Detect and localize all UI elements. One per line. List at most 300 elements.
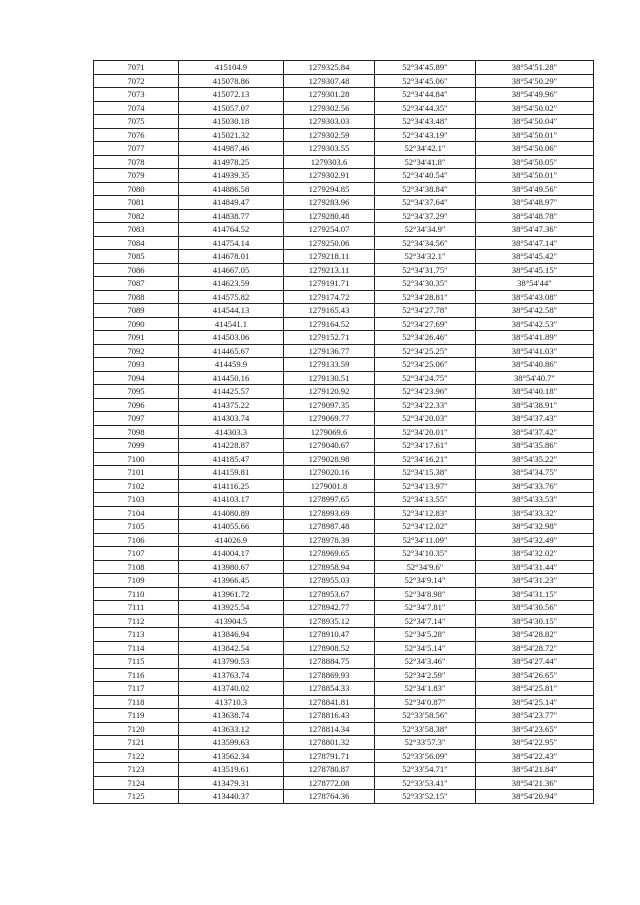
latitude-cell: 52°34′25.06″ [375, 358, 476, 372]
latitude-cell: 52°34′41.8″ [375, 155, 476, 169]
longitude-cell: 38°54′48.97″ [476, 196, 594, 210]
longitude-cell: 38°54′31.15″ [476, 587, 594, 601]
x-coordinate-cell: 414503.06 [179, 331, 284, 345]
table-row [94, 493, 594, 507]
longitude-cell: 38°54′32.49″ [476, 533, 594, 547]
longitude-cell: 38°54′30.15″ [476, 614, 594, 628]
table-row [94, 209, 594, 223]
longitude-cell: 38°54′50.04″ [476, 115, 594, 129]
longitude-cell: 38°54′35.22″ [476, 452, 594, 466]
latitude-cell: 52°34′20.03″ [375, 412, 476, 426]
point-number-cell: 7090 [94, 317, 179, 331]
latitude-cell: 52°34′2.59″ [375, 668, 476, 682]
x-coordinate-cell: 413961.72 [179, 587, 284, 601]
latitude-cell: 52°33′58.38″ [375, 722, 476, 736]
table-row [94, 614, 594, 628]
x-coordinate-cell: 415072.13 [179, 88, 284, 102]
table-row [94, 749, 594, 763]
table-row [94, 695, 594, 709]
latitude-cell: 52°34′8.98″ [375, 587, 476, 601]
y-coordinate-cell: 1278816.43 [284, 709, 375, 723]
y-coordinate-cell: 1278958.94 [284, 560, 375, 574]
table-row [94, 196, 594, 210]
y-coordinate-cell: 1278854.33 [284, 682, 375, 696]
table-row [94, 412, 594, 426]
latitude-cell: 52°34′26.46″ [375, 331, 476, 345]
y-coordinate-cell: 1279133.59 [284, 358, 375, 372]
y-coordinate-cell: 1279302.91 [284, 169, 375, 183]
x-coordinate-cell: 413479.31 [179, 776, 284, 790]
x-coordinate-cell: 414678.01 [179, 250, 284, 264]
y-coordinate-cell: 1279307.48 [284, 74, 375, 88]
y-coordinate-cell: 1278841.81 [284, 695, 375, 709]
point-number-cell: 7099 [94, 439, 179, 453]
x-coordinate-cell: 414450.16 [179, 371, 284, 385]
x-coordinate-cell: 413846.94 [179, 628, 284, 642]
point-number-cell: 7114 [94, 641, 179, 655]
x-coordinate-cell: 415057.07 [179, 101, 284, 115]
point-number-cell: 7074 [94, 101, 179, 115]
longitude-cell: 38°54′23.65″ [476, 722, 594, 736]
latitude-cell: 52°34′44.35″ [375, 101, 476, 115]
x-coordinate-cell: 413440.37 [179, 790, 284, 804]
latitude-cell: 52°34′37.29″ [375, 209, 476, 223]
y-coordinate-cell: 1279069.77 [284, 412, 375, 426]
table-row [94, 479, 594, 493]
point-number-cell: 7071 [94, 61, 179, 75]
table-row [94, 331, 594, 345]
y-coordinate-cell: 1278814.34 [284, 722, 375, 736]
y-coordinate-cell: 1278764.36 [284, 790, 375, 804]
point-number-cell: 7106 [94, 533, 179, 547]
longitude-cell: 38°54′22.95″ [476, 736, 594, 750]
longitude-cell: 38°54′41.03″ [476, 344, 594, 358]
longitude-cell: 38°54′45.15″ [476, 263, 594, 277]
point-number-cell: 7111 [94, 601, 179, 615]
y-coordinate-cell: 1279254.07 [284, 223, 375, 237]
longitude-cell: 38°54′47.14″ [476, 236, 594, 250]
point-number-cell: 7080 [94, 182, 179, 196]
table-row [94, 776, 594, 790]
table-row [94, 142, 594, 156]
x-coordinate-cell: 414055.66 [179, 520, 284, 534]
latitude-cell: 52°34′43.19″ [375, 128, 476, 142]
latitude-cell: 52°34′12.02″ [375, 520, 476, 534]
x-coordinate-cell: 414303.74 [179, 412, 284, 426]
longitude-cell: 38°54′20.94″ [476, 790, 594, 804]
longitude-cell: 38°54′23.77″ [476, 709, 594, 723]
latitude-cell: 52°34′31.75″ [375, 263, 476, 277]
longitude-cell: 38°54′37.42″ [476, 425, 594, 439]
x-coordinate-cell: 414939.35 [179, 169, 284, 183]
point-number-cell: 7079 [94, 169, 179, 183]
longitude-cell: 38°54′40.86″ [476, 358, 594, 372]
point-number-cell: 7076 [94, 128, 179, 142]
longitude-cell: 38°54′34.75″ [476, 466, 594, 480]
table-row [94, 763, 594, 777]
x-coordinate-cell: 414623.59 [179, 277, 284, 291]
x-coordinate-cell: 413740.02 [179, 682, 284, 696]
point-number-cell: 7078 [94, 155, 179, 169]
table-row [94, 61, 594, 75]
latitude-cell: 52°34′10.35″ [375, 547, 476, 561]
table-row [94, 682, 594, 696]
table-row [94, 371, 594, 385]
table-row [94, 398, 594, 412]
x-coordinate-cell: 414375.22 [179, 398, 284, 412]
latitude-cell: 52°34′28.81″ [375, 290, 476, 304]
y-coordinate-cell: 1279069.6 [284, 425, 375, 439]
x-coordinate-cell: 414159.81 [179, 466, 284, 480]
point-number-cell: 7122 [94, 749, 179, 763]
y-coordinate-cell: 1279020.16 [284, 466, 375, 480]
latitude-cell: 52°34′30.35″ [375, 277, 476, 291]
longitude-cell: 38°54′21.84″ [476, 763, 594, 777]
latitude-cell: 52°34′9.6″ [375, 560, 476, 574]
latitude-cell: 52°33′53.41″ [375, 776, 476, 790]
latitude-cell: 52°34′13.55″ [375, 493, 476, 507]
latitude-cell: 52°33′57.3″ [375, 736, 476, 750]
x-coordinate-cell: 414080.89 [179, 506, 284, 520]
latitude-cell: 52°34′34.56″ [375, 236, 476, 250]
point-number-cell: 7073 [94, 88, 179, 102]
x-coordinate-cell: 413599.63 [179, 736, 284, 750]
table-row [94, 101, 594, 115]
table-row [94, 236, 594, 250]
latitude-cell: 52°34′7.81″ [375, 601, 476, 615]
x-coordinate-cell: 414987.46 [179, 142, 284, 156]
point-number-cell: 7108 [94, 560, 179, 574]
table-row [94, 722, 594, 736]
x-coordinate-cell: 415078.86 [179, 74, 284, 88]
longitude-cell: 38°54′25.14″ [476, 695, 594, 709]
longitude-cell: 38°54′50.02″ [476, 101, 594, 115]
table-row [94, 533, 594, 547]
x-coordinate-cell: 414575.82 [179, 290, 284, 304]
latitude-cell: 52°34′13.97″ [375, 479, 476, 493]
latitude-cell: 52°34′34.9″ [375, 223, 476, 237]
x-coordinate-cell: 413925.54 [179, 601, 284, 615]
y-coordinate-cell: 1279294.85 [284, 182, 375, 196]
latitude-cell: 52°34′17.61″ [375, 439, 476, 453]
point-number-cell: 7091 [94, 331, 179, 345]
table-row [94, 344, 594, 358]
latitude-cell: 52°34′40.54″ [375, 169, 476, 183]
longitude-cell: 38°54′50.01″ [476, 128, 594, 142]
x-coordinate-cell: 414838.77 [179, 209, 284, 223]
table-row [94, 655, 594, 669]
x-coordinate-cell: 414026.9 [179, 533, 284, 547]
y-coordinate-cell: 1278993.69 [284, 506, 375, 520]
point-number-cell: 7075 [94, 115, 179, 129]
table-row [94, 601, 594, 615]
table-row [94, 452, 594, 466]
table-row [94, 290, 594, 304]
point-number-cell: 7120 [94, 722, 179, 736]
latitude-cell: 52°34′5.14″ [375, 641, 476, 655]
point-number-cell: 7110 [94, 587, 179, 601]
latitude-cell: 52°34′25.25″ [375, 344, 476, 358]
longitude-cell: 38°54′50.06″ [476, 142, 594, 156]
table-row [94, 385, 594, 399]
point-number-cell: 7084 [94, 236, 179, 250]
longitude-cell: 38°54′21.36″ [476, 776, 594, 790]
y-coordinate-cell: 1279120.92 [284, 385, 375, 399]
table-row [94, 709, 594, 723]
x-coordinate-cell: 414544.13 [179, 304, 284, 318]
longitude-cell: 38°54′49.96″ [476, 88, 594, 102]
latitude-cell: 52°34′37.64″ [375, 196, 476, 210]
longitude-cell: 38°54′22.43″ [476, 749, 594, 763]
x-coordinate-cell: 414103.17 [179, 493, 284, 507]
x-coordinate-cell: 413842.54 [179, 641, 284, 655]
point-number-cell: 7121 [94, 736, 179, 750]
x-coordinate-cell: 415021.32 [179, 128, 284, 142]
y-coordinate-cell: 1278987.48 [284, 520, 375, 534]
coordinates-table-body [94, 61, 594, 804]
latitude-cell: 52°34′15.38″ [375, 466, 476, 480]
point-number-cell: 7077 [94, 142, 179, 156]
y-coordinate-cell: 1278869.93 [284, 668, 375, 682]
longitude-cell: 38°54′37.43″ [476, 412, 594, 426]
longitude-cell: 38°54′30.56″ [476, 601, 594, 615]
latitude-cell: 52°33′58.56″ [375, 709, 476, 723]
table-row [94, 790, 594, 804]
latitude-cell: 52°34′27.78″ [375, 304, 476, 318]
latitude-cell: 52°34′27.69″ [375, 317, 476, 331]
longitude-cell: 38°54′28.82″ [476, 628, 594, 642]
point-number-cell: 7100 [94, 452, 179, 466]
x-coordinate-cell: 414459.9 [179, 358, 284, 372]
x-coordinate-cell: 413633.12 [179, 722, 284, 736]
point-number-cell: 7119 [94, 709, 179, 723]
point-number-cell: 7092 [94, 344, 179, 358]
point-number-cell: 7103 [94, 493, 179, 507]
longitude-cell: 38°54′48.78″ [476, 209, 594, 223]
y-coordinate-cell: 1279001.8 [284, 479, 375, 493]
table-row [94, 250, 594, 264]
table-row [94, 277, 594, 291]
x-coordinate-cell: 415030.18 [179, 115, 284, 129]
latitude-cell: 52°34′22.33″ [375, 398, 476, 412]
x-coordinate-cell: 414228.87 [179, 439, 284, 453]
longitude-cell: 38°54′33.76″ [476, 479, 594, 493]
point-number-cell: 7115 [94, 655, 179, 669]
latitude-cell: 52°34′7.14″ [375, 614, 476, 628]
y-coordinate-cell: 1279174.72 [284, 290, 375, 304]
point-number-cell: 7086 [94, 263, 179, 277]
table-row [94, 88, 594, 102]
table-row [94, 128, 594, 142]
y-coordinate-cell: 1278969.65 [284, 547, 375, 561]
y-coordinate-cell: 1279250.06 [284, 236, 375, 250]
longitude-cell: 38°54′40.18″ [476, 385, 594, 399]
table-row [94, 506, 594, 520]
latitude-cell: 52°34′24.75″ [375, 371, 476, 385]
x-coordinate-cell: 414754.14 [179, 236, 284, 250]
table-row [94, 358, 594, 372]
y-coordinate-cell: 1278997.65 [284, 493, 375, 507]
y-coordinate-cell: 1279040.67 [284, 439, 375, 453]
x-coordinate-cell: 414004.17 [179, 547, 284, 561]
point-number-cell: 7096 [94, 398, 179, 412]
y-coordinate-cell: 1279302.56 [284, 101, 375, 115]
longitude-cell: 38°54′44″ [476, 277, 594, 291]
y-coordinate-cell: 1278910.47 [284, 628, 375, 642]
longitude-cell: 38°54′45.42″ [476, 250, 594, 264]
y-coordinate-cell: 1278935.12 [284, 614, 375, 628]
point-number-cell: 7102 [94, 479, 179, 493]
longitude-cell: 38°54′49.56″ [476, 182, 594, 196]
y-coordinate-cell: 1278978.39 [284, 533, 375, 547]
latitude-cell: 52°34′20.01″ [375, 425, 476, 439]
longitude-cell: 38°54′27.44″ [476, 655, 594, 669]
table-row [94, 587, 594, 601]
table-row [94, 668, 594, 682]
y-coordinate-cell: 1279303.6 [284, 155, 375, 169]
longitude-cell: 38°54′42.53″ [476, 317, 594, 331]
point-number-cell: 7082 [94, 209, 179, 223]
x-coordinate-cell: 413562.34 [179, 749, 284, 763]
point-number-cell: 7095 [94, 385, 179, 399]
table-row [94, 466, 594, 480]
x-coordinate-cell: 413763.74 [179, 668, 284, 682]
table-row [94, 560, 594, 574]
longitude-cell: 38°54′38.91″ [476, 398, 594, 412]
x-coordinate-cell: 414303.3 [179, 425, 284, 439]
longitude-cell: 38°54′25.81″ [476, 682, 594, 696]
longitude-cell: 38°54′26.65″ [476, 668, 594, 682]
x-coordinate-cell: 414465.67 [179, 344, 284, 358]
y-coordinate-cell: 1279152.71 [284, 331, 375, 345]
y-coordinate-cell: 1278953.67 [284, 587, 375, 601]
y-coordinate-cell: 1279218.11 [284, 250, 375, 264]
table-row [94, 425, 594, 439]
longitude-cell: 38°54′35.86″ [476, 439, 594, 453]
point-number-cell: 7097 [94, 412, 179, 426]
longitude-cell: 38°54′50.05″ [476, 155, 594, 169]
point-number-cell: 7083 [94, 223, 179, 237]
latitude-cell: 52°33′54.71″ [375, 763, 476, 777]
coordinates-table [93, 60, 594, 804]
y-coordinate-cell: 1279130.51 [284, 371, 375, 385]
latitude-cell: 52°34′11.09″ [375, 533, 476, 547]
point-number-cell: 7081 [94, 196, 179, 210]
y-coordinate-cell: 1279097.35 [284, 398, 375, 412]
y-coordinate-cell: 1278772.08 [284, 776, 375, 790]
table-row [94, 736, 594, 750]
point-number-cell: 7107 [94, 547, 179, 561]
point-number-cell: 7123 [94, 763, 179, 777]
x-coordinate-cell: 413790.53 [179, 655, 284, 669]
latitude-cell: 52°34′1.83″ [375, 682, 476, 696]
longitude-cell: 38°54′31.44″ [476, 560, 594, 574]
y-coordinate-cell: 1278801.32 [284, 736, 375, 750]
point-number-cell: 7085 [94, 250, 179, 264]
latitude-cell: 52°34′45.06″ [375, 74, 476, 88]
latitude-cell: 52°34′3.46″ [375, 655, 476, 669]
x-coordinate-cell: 414185.47 [179, 452, 284, 466]
longitude-cell: 38°54′33.53″ [476, 493, 594, 507]
table-row [94, 182, 594, 196]
latitude-cell: 52°33′56.09″ [375, 749, 476, 763]
x-coordinate-cell: 415104.9 [179, 61, 284, 75]
point-number-cell: 7109 [94, 574, 179, 588]
y-coordinate-cell: 1279213.11 [284, 263, 375, 277]
table-row [94, 169, 594, 183]
y-coordinate-cell: 1279191.71 [284, 277, 375, 291]
latitude-cell: 52°34′44.84″ [375, 88, 476, 102]
point-number-cell: 7088 [94, 290, 179, 304]
y-coordinate-cell: 1278955.03 [284, 574, 375, 588]
table-row [94, 263, 594, 277]
y-coordinate-cell: 1278780.87 [284, 763, 375, 777]
latitude-cell: 52°34′5.28″ [375, 628, 476, 642]
x-coordinate-cell: 414849.47 [179, 196, 284, 210]
table-row [94, 317, 594, 331]
x-coordinate-cell: 413966.45 [179, 574, 284, 588]
y-coordinate-cell: 1279165.43 [284, 304, 375, 318]
longitude-cell: 38°54′51.28″ [476, 61, 594, 75]
point-number-cell: 7105 [94, 520, 179, 534]
latitude-cell: 52°34′12.83″ [375, 506, 476, 520]
point-number-cell: 7118 [94, 695, 179, 709]
y-coordinate-cell: 1279136.77 [284, 344, 375, 358]
table-row [94, 304, 594, 318]
latitude-cell: 52°34′43.48″ [375, 115, 476, 129]
point-number-cell: 7113 [94, 628, 179, 642]
y-coordinate-cell: 1278884.75 [284, 655, 375, 669]
latitude-cell: 52°34′16.21″ [375, 452, 476, 466]
y-coordinate-cell: 1279303.55 [284, 142, 375, 156]
table-row [94, 628, 594, 642]
latitude-cell: 52°34′23.96″ [375, 385, 476, 399]
longitude-cell: 38°54′42.58″ [476, 304, 594, 318]
x-coordinate-cell: 414764.52 [179, 223, 284, 237]
longitude-cell: 38°54′32.98″ [476, 520, 594, 534]
table-row [94, 574, 594, 588]
latitude-cell: 52°34′38.84″ [375, 182, 476, 196]
table-row [94, 223, 594, 237]
point-number-cell: 7087 [94, 277, 179, 291]
x-coordinate-cell: 414667.05 [179, 263, 284, 277]
longitude-cell: 38°54′43.08″ [476, 290, 594, 304]
point-number-cell: 7117 [94, 682, 179, 696]
longitude-cell: 38°54′50.29″ [476, 74, 594, 88]
table-row [94, 547, 594, 561]
table-row [94, 439, 594, 453]
longitude-cell: 38°54′41.89″ [476, 331, 594, 345]
x-coordinate-cell: 414886.58 [179, 182, 284, 196]
point-number-cell: 7116 [94, 668, 179, 682]
point-number-cell: 7072 [94, 74, 179, 88]
latitude-cell: 52°34′42.1″ [375, 142, 476, 156]
point-number-cell: 7094 [94, 371, 179, 385]
y-coordinate-cell: 1278908.52 [284, 641, 375, 655]
x-coordinate-cell: 414978.25 [179, 155, 284, 169]
y-coordinate-cell: 1278791.71 [284, 749, 375, 763]
x-coordinate-cell: 414425.57 [179, 385, 284, 399]
longitude-cell: 38°54′31.23″ [476, 574, 594, 588]
y-coordinate-cell: 1279028.98 [284, 452, 375, 466]
table-row [94, 520, 594, 534]
longitude-cell: 38°54′32.02″ [476, 547, 594, 561]
x-coordinate-cell: 413904.5 [179, 614, 284, 628]
table-row [94, 641, 594, 655]
point-number-cell: 7093 [94, 358, 179, 372]
longitude-cell: 38°54′50.01″ [476, 169, 594, 183]
latitude-cell: 52°34′45.89″ [375, 61, 476, 75]
